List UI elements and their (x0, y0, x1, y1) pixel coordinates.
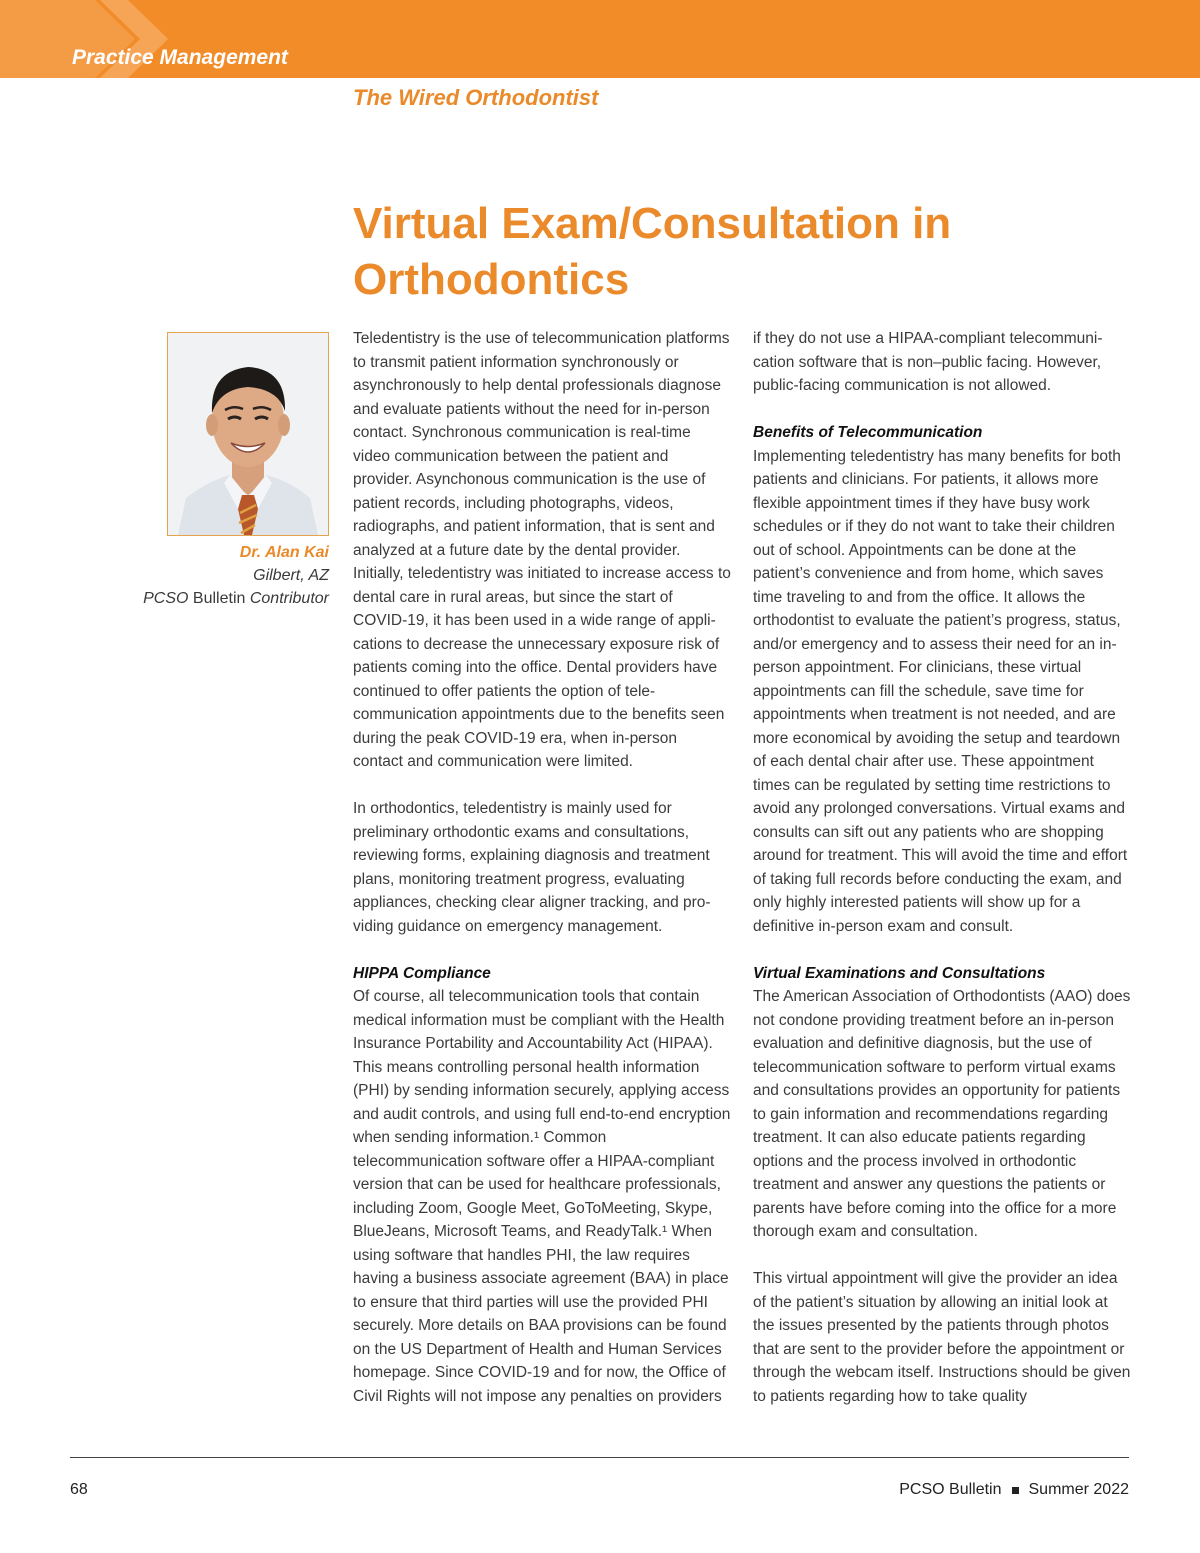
right-column (753, 327, 1131, 1432)
header-banner (0, 0, 1200, 78)
column-name: The Wired Orthodontist (353, 85, 599, 110)
left-column (353, 327, 731, 1432)
issue-date: Summer 2022 (1028, 1481, 1129, 1498)
author-role-bulletin: Bulletin (188, 590, 250, 607)
heading-virtual-exams: Virtual Examinations and Consultations (753, 964, 1046, 982)
author-role-publication: PCSO (143, 590, 189, 607)
paragraph-orthodontics: In orthodontics, teledentistry is mainly used for preliminary orthodontic exams and consultations, reviewing forms, explaining diagnosis and treatment plans, monitoring treatment progress, evaluating appliances, checking clear aligner tracking, and providing guidance on emergency management. (353, 800, 711, 935)
publication-name: PCSO Bulletin (899, 1481, 1002, 1498)
author-role-word: Contributor (249, 590, 329, 607)
paragraph-benefits: Implementing teledentistry has many benefits for both patients and clinicians. For patients, it allows more flexible appointment times if they have busy work schedules or if they do not want to take their children out of school. Appointments can be done at the patient’s convenience and from home, which saves time traveling to and from the office. It allows the orthodontist to evaluate the patient’s progress, status, and/or emergency and to assess their need for an in-person appointment. For clinicians, these virtual appointments can fill the schedule, save time for appointments when treatment is not needed, and are more economical by avoiding the setup and teardown of each dental chair after use. These appointment times can be regulated by setting time restrictions to avoid any prolonged conversations. Virtual exams and consults can sift out any patients who are shopping around for treatment. This will avoid the time and effort of taking full records before conducting the exam, and only highly interested patients will show up for a definitive in-person exam and consult. (753, 447, 1128, 935)
author-photo (167, 332, 329, 536)
heading-benefits: Benefits of Telecommunication (753, 424, 983, 441)
author-name: Dr. Alan Kai (239, 544, 329, 561)
paragraph-intro: Teledentistry is the use of telecommunication platforms to transmit patient information synchronously or asynchronously to help dental professionals diagnose and evaluate patients without the need for in-person contact. Synchronous communication is real-time video communication between the patient and provider. Asynchonous communication is the use of patient records, including photographs, videos, radiographs, and patient information, that is sent and analyzed at a future date by the dental provider. Initially, teledentistry was initiated to increase access to dental care in rural areas, but since the start of COVID-19, it has been used in a wide range of applications to decrease the unnecessary exposure risk of patients coming into the office. Dental providers have continued to offer patients the option of telecommunication appointments due to the benefits seen during the peak COVID-19 era, when in-person contact and communication were limited. (353, 330, 731, 770)
paragraph-virtual-appointment: This virtual appointment will give the provider an idea of the patient’s situation by allowing an initial look at the issues presented by the patients through photos that are sent to the provider before the appointment or through the webcam itself. Instructions should be given to patients regarding how to take quality (753, 1270, 1131, 1405)
author-caption (130, 541, 329, 610)
heading-hippa-compliance: HIPPA Compliance (353, 964, 491, 982)
footer-publication (899, 1481, 1129, 1499)
author-location: Gilbert, AZ (253, 567, 329, 584)
paragraph-hippa: Of course, all telecommunication tools that contain medical information must be compliant with the Health Insurance Portability and Accountability Act (HIPAA). This means controlling personal health information (PHI) by sending information securely, applying access and audit controls, and using full end-to-end encryption when sending information.¹ Common telecommunication software offer a HIPAA-compliant version that can be used for healthcare professionals, including Zoom, Google Meet, GoToMeeting, Skype, BlueJeans, Microsoft Teams, and ReadyTalk.¹ When using software that handles PHI, the law requires having a business associate agreement (BAA) in place to ensure that third parties will use the provided PHI securely. More details on BAA provisions can be found on the US Department of Health and Human Services homepage. Since COVID-19 and for now, the Office of Civil Rights will not impose any penalties on providers (353, 988, 731, 1405)
paragraph-hippa-continued: if they do not use a HIPAA-compliant telecommunication software that is non–public facing. However, public-facing communication is not allowed. (753, 330, 1103, 394)
article-title: Virtual Exam/Consultation in Orthodontics (353, 199, 952, 304)
page-number: 68 (70, 1481, 88, 1498)
footer-divider (70, 1457, 1129, 1458)
author-role (130, 587, 329, 610)
paragraph-aao: The American Association of Orthodontists (AAO) does not condone providing treatment before an in-person evaluation and definitive diagnosis, but the use of telecommunication software to perform virtual exams and consultations provides an opportunity for patients to gain information and recommendations regarding treatment. It can also educate patients regarding options and the process involved in orthodontic treatment and answer any questions the patients or parents have before coming into the office for a more thorough exam and consultation. (753, 988, 1131, 1240)
square-bullet-icon (1012, 1487, 1019, 1494)
author-portrait-icon (168, 333, 328, 535)
section-label: Practice Management (72, 46, 288, 69)
